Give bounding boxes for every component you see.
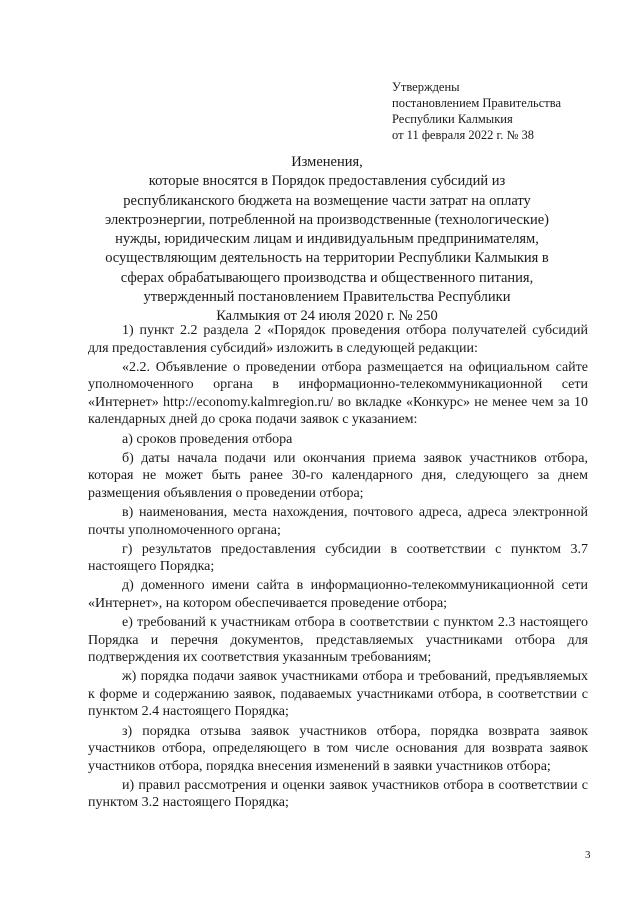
approval-line: постановлением Правительства	[392, 96, 562, 110]
subitem-g: г) результатов предоставления субсидии в соответствии с пунктом 3.7 настоящего Порядка;	[88, 541, 588, 575]
title-line: которые вносятся в Порядок предоставления субсидий из	[148, 173, 506, 190]
title-line: нужды, юридическим лицам и индивидуальным предпринимателям,	[115, 231, 539, 248]
title-line: утвержденный постановлением Правительства Республики	[143, 289, 511, 306]
subitem-zh: ж) порядка подачи заявок участниками отбора и требований, предъявляемых к форме и содержанию заявок, подаваемых участниками отбора, в соответствии с пунктом 2.4 настоящего Порядка;	[88, 669, 588, 720]
subitem-i: и) правил рассмотрения и оценки заявок участников отбора в соответствии с пунктом 3.2 настоящего Порядка;	[88, 777, 588, 811]
title-line: осуществляющим деятельность на территории Республики Калмыкия в	[105, 250, 549, 267]
approval-stamp	[392, 79, 561, 143]
title-line: Калмыкия от 24 июля 2020 г. № 250	[216, 308, 438, 325]
title-heading: Изменения,	[291, 154, 363, 170]
document-body	[88, 322, 588, 812]
subitem-v: в) наименования, места нахождения, почтового адреса, адреса электронной почты уполномоченного органа;	[88, 504, 588, 538]
subitem-e: е) требований к участникам отбора в соответствии с пунктом 2.3 настоящего Порядка и перечня документов, представляемых участниками отбора для подтверждения их соответствия указанным требованиям;	[88, 615, 588, 666]
subitem-z: з) порядка отзыва заявок участников отбора, порядка возврата заявок участников отбора, определяющего в том числе основания для возврата заявок участников отбора, порядка внесения изменений в заявки участников отбора;	[88, 723, 588, 774]
approval-line: от 11 февраля 2022 г. № 38	[392, 128, 535, 142]
approval-line: Республики Калмыкия	[392, 112, 513, 126]
paragraph-2-2: «2.2. Объявление о проведении отбора размещается на официальном сайте уполномоченного органа в информационно-телекоммуникационной сети «Интернет» http://economy.kalmregion.ru/ во вкладке «Конкурс» не менее чем за 10 календарных дней до срока подачи заявок с указанием:	[88, 359, 588, 428]
subitem-d: д) доменного имени сайта в информационно-телекоммуникационной сети «Интернет», на котором обеспечивается проведение отбора;	[88, 578, 588, 611]
title-line: республиканского бюджета на возмещение части затрат на оплату	[123, 192, 531, 209]
paragraph-item-1: 1) пункт 2.2 раздела 2 «Порядок проведения отбора получателей субсидий для предоставления субсидий» изложить в следующей редакции:	[88, 323, 588, 356]
approval-line: Утверждены	[392, 80, 460, 94]
page-number: 3	[585, 849, 591, 861]
title-line: сферах обрабатывающего производства и общественного питания,	[120, 269, 534, 286]
subitem-b: б) даты начала подачи или окончания приема заявок участников отбора, которая не может быть ранее 30-го календарного дня, следующего за днем размещения объявления о проведении отбора;	[88, 450, 588, 501]
title-line: электроэнергии, потребленной на производственные (технологические)	[104, 211, 549, 228]
document-title	[70, 153, 584, 327]
subitem-a: а) сроков проведения отбора	[122, 431, 293, 447]
